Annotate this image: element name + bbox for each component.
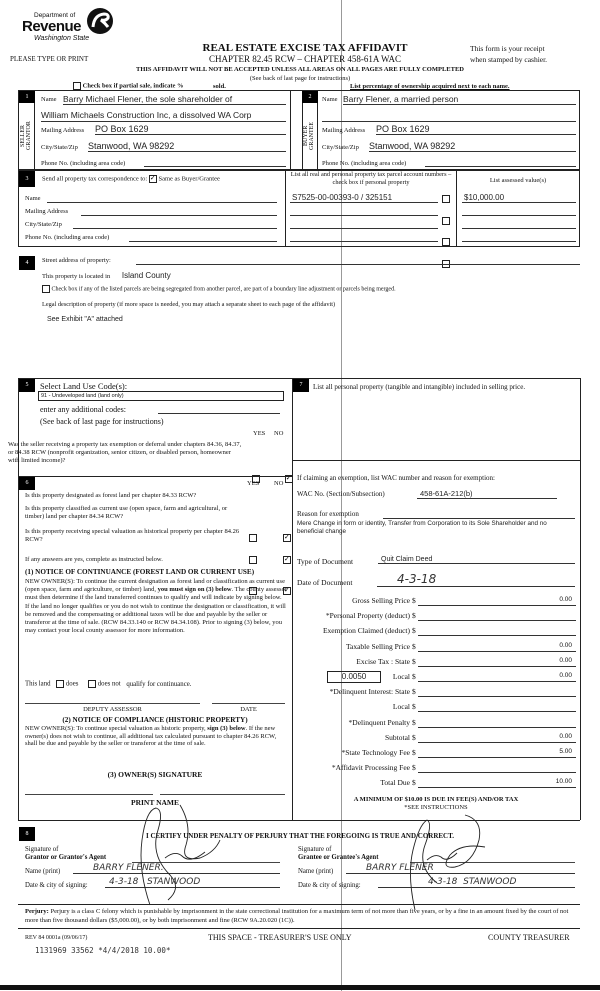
see-instructions: *SEE INSTRUCTIONS [404,804,468,811]
fee-value[interactable] [418,702,576,712]
type-or-print-label: PLEASE TYPE OR PRINT [10,55,89,63]
fee-label: Local [392,702,410,711]
legal-description-value[interactable]: See Exhibit "A" attached [47,316,123,323]
correspondence-label: Send all property tax correspondence to: ✓ Same as Buyer/Grantee [42,175,220,183]
fee-label: Taxable Selling Price [345,642,410,651]
grantee-name-field[interactable]: Name (print) BARRY FLENER [298,868,575,875]
designation-question: Is this property designated as forest land per chapter 84.33 RCW? [25,492,197,499]
parcel-header: List all real and personal property tax parcel account numbers – check box if personal property [290,171,452,186]
corr-address-field[interactable]: Mailing Address [25,208,277,217]
parcel-number[interactable] [290,219,438,229]
notice-compliance-text: NEW OWNER(S): To continue special valuation as historic property, sign (3) below. If the new owner(s) does not wish to continue, all additional tax calculated pursuant to chapter 84.26 RCW, shall be due and payable by the seller or transferor at the time of sale. [25,725,277,748]
grantee-signature [395,805,505,915]
currency-symbol: $ [412,626,416,635]
currency-symbol: $ [412,718,416,727]
buyer-name-field[interactable]: Name Barry Flener, a married person [322,95,576,106]
section-5-number: 5 [19,379,35,392]
currency-symbol: $ [412,702,416,711]
corr-city-field[interactable]: City/State/Zip [25,221,277,230]
reason-value[interactable]: Mere Change in form or identity, Transfer from Corporation to its Sole Shareholder and no beneficial change [297,520,547,535]
segregate-checkbox[interactable] [42,285,50,293]
land-use-instructions: (See back of last page for instructions) [40,417,164,426]
buyer-city-field[interactable]: City/State/Zip Stanwood, WA 98292 [322,143,576,155]
fee-label: Exemption Claimed (deduct) [322,626,410,635]
designation-question: Is this property classified as current use (open space, farm and agricultural, or timber) land per chapter 84.34 RCW? [25,505,228,520]
buyer-side-label: BUYER GRANTEE [303,122,315,150]
section-2-number: 2 [302,91,318,103]
partial-sale: Check box if partial sale, indicate % [73,82,184,90]
fee-row [300,702,578,713]
currency-symbol: $ [412,596,416,605]
fee-row [300,778,578,789]
county-treasurer-label: COUNTY TREASURER [488,933,570,942]
grantor-name-field[interactable]: Name (print) BARRY FLENER. [25,868,280,875]
designation-yes-checkbox[interactable] [249,556,257,564]
print-name-label: PRINT NAME [131,798,179,807]
section-6-number: 6 [19,477,35,490]
fee-value[interactable]: 0.00 [418,596,576,606]
fee-value[interactable]: 0.00 [418,733,576,743]
seller-city-field[interactable]: City/State/Zip Stanwood, WA 98292 [41,143,286,155]
assessed-value[interactable] [462,206,576,216]
currency-symbol: $ [412,611,416,620]
currency-symbol: $ [412,642,416,651]
fee-value[interactable]: 10.00 [418,778,576,788]
parcel-number[interactable] [290,232,438,242]
notice-continuance-title: (1) NOTICE OF CONTINUANCE (FOREST LAND OR CURRENT USE) [25,568,255,576]
minimum-note: A MINIMUM OF $10.00 IS DUE IN FEE(S) AND/OR TAX [353,796,519,803]
personal-property-checkbox[interactable] [442,195,450,203]
fee-label: Total Due [380,778,410,787]
fee-label: *Delinquent Interest: State [329,687,410,696]
treasurer-stamp: 1131969 33562 *4/4/2018 10.00* [35,946,171,955]
does-not-qualify-checkbox[interactable] [88,680,96,688]
personal-property-checkbox[interactable] [442,217,450,225]
grantee-date-field[interactable]: Date & city of signing: 4-3-18 STANWOOD [298,882,575,889]
receipt-note-2: when stamped by cashier. [470,55,548,64]
fee-row [300,642,578,653]
parcel-number[interactable]: S7525-00-00393-0 / 325151 [290,193,438,203]
section-3-number: 3 [19,171,35,187]
fee-value[interactable] [418,718,576,728]
document-type-field[interactable]: Type of Document Quit Claim Deed [297,557,575,566]
designation-yes-checkbox[interactable] [249,534,257,542]
exemption-question: Was the seller receiving a property tax exemption or deferral under chapters 84.36, 84.37, or 84.38 RCW (nonprofit organization, senior citizen, or disabled person, homeowner with limited income)? [8,441,242,464]
section-8-number: 8 [19,827,35,841]
assessed-header: List assessed value(s) [489,177,547,184]
fee-label: Excise Tax : State [356,657,410,666]
currency-symbol: $ [412,672,416,681]
currency-symbol: $ [412,748,416,757]
no-header-6: NO [274,480,284,487]
date-label: DATE [240,706,257,713]
grantor-signature [120,800,240,910]
fee-label: *Personal Property (deduct) [325,611,410,620]
fee-row [300,657,578,668]
fee-value[interactable] [418,763,576,773]
fee-value[interactable] [418,626,576,636]
currency-symbol: $ [412,657,416,666]
form-revision: REV 84 0001a (09/06/17) [25,935,88,941]
form-title: REAL ESTATE EXCISE TAX AFFIDAVIT [202,42,408,54]
assessed-value[interactable] [462,219,576,229]
section-1-number: 1 [19,91,35,103]
designation-no-checkbox[interactable] [283,556,291,564]
buyer-name-line2[interactable] [322,110,576,122]
reason-field: Reason for exemption [297,510,575,518]
yes-header: YES [253,430,266,437]
dor-logo: Department of Revenue Washington State [22,6,122,46]
if-yes-note: If any answers are yes, complete as instructed below. [25,556,163,563]
yes-header-6: YES [247,480,260,487]
seller-phone-field[interactable]: Phone No. (including area code) [41,159,286,169]
fee-label: *Delinquent Penalty [348,718,410,727]
fee-value[interactable]: 5.00 [418,748,576,758]
fee-value[interactable] [418,611,576,621]
county-value: Island County [121,271,171,280]
treasurer-use-label: THIS SPACE - TREASURER'S USE ONLY [208,933,352,942]
fee-row [300,748,578,759]
currency-symbol: $ [412,778,416,787]
seller-name-line2[interactable]: William Michaels Construction Inc, a dissolved WA Corp [41,110,286,122]
grantor-date-field[interactable]: Date & city of signing: 4-3-18 STANWOOD [25,882,280,889]
local-rate-box[interactable]: 0.0050 [327,671,381,683]
seller-name-field[interactable]: Name Barry Michael Flener, the sole shareholder of [41,95,286,106]
section-7-number: 7 [293,379,309,392]
certification-statement: I CERTIFY UNDER PENALTY OF PERJURY THAT THE FOREGOING IS TRUE AND CORRECT. [145,832,454,840]
fee-row [300,611,578,622]
notice-compliance-title: (2) NOTICE OF COMPLIANCE (HISTORIC PROPERTY) [62,716,248,724]
currency-symbol: $ [412,733,416,742]
fee-row [300,763,578,774]
notice-continuance-text: NEW OWNER(S): To continue the current designation as forest land or classification as current use (open space, farm and agriculture, or timber) land, you must sign on (3) below. The county assessor must then determine if the land transferred continues to qualify and will indicate by signing below. If the land no longer qualifies or you do not wish to continue the designation or classification, it will be removed and the compensating or additional taxes will be due and payable by the seller or transferor at the time of sale. (RCW 84.33.140 or RCW 84.34.108). Prior to signing (3) below, you may contact your local county assessor for more information. [25,578,287,635]
fee-label: Gross Selling Price [352,596,410,605]
revenue-swoosh-icon [86,7,114,35]
document-date-field[interactable]: Date of Document 4-3-18 [297,578,575,587]
partial-sale-checkbox[interactable] [73,82,81,90]
completion-warning: THIS AFFIDAVIT WILL NOT BE ACCEPTED UNLESS ALL AREAS ON ALL PAGES ARE FULLY COMPLETED [136,66,464,73]
fee-label: *State Technology Fee [341,748,410,757]
fee-value[interactable]: 0.00 [418,642,576,652]
corr-phone-field[interactable]: Phone No. (including area code) [25,234,277,243]
fee-value[interactable]: 0.00 [418,657,576,667]
designation-no-checkbox[interactable] [283,534,291,542]
receipt-note-1: This form is your receipt [470,44,545,53]
land-use-select[interactable]: 91 - Undeveloped land (land only) [38,391,284,401]
fee-label: *Affidavit Processing Fee [331,763,410,772]
fee-row [300,733,578,744]
grantor-signature-label: Signature of Grantor or Grantor's Agent [25,846,107,861]
fee-row [300,687,578,698]
assessed-value[interactable]: $10,000.00 [462,193,576,203]
section-4-number: 4 [19,256,35,270]
exemption-instructions: If claiming an exemption, list WAC number and reason for exemption: [297,474,495,482]
owner-signature-title: (3) OWNER(S) SIGNATURE [107,770,203,779]
currency-symbol: $ [412,687,416,696]
perjury-notice: Perjury: Perjury is a class C felony which is punishable by imprisonment in the state correctional institution for a maximum term of not more than five years, or by a fine in an amount fixed by the court of not more than five thousand dollars ($5,000.00), or by both imprisonment and fine (RCW 9A.20.020 (1C)). [25,908,569,924]
grantee-signature-label: Signature of Grantee or Grantee's Agent [298,846,379,861]
partial-sale-sold: sold. [213,83,226,90]
fee-label: Subtotal [384,733,410,742]
seller-side-label: SELLER GRANTOR [20,121,32,151]
does-qualify-checkbox[interactable] [56,680,64,688]
county-row: This property is located in Island County [42,271,171,280]
seller-name-value: Barry Michael Flener, the sole shareholder of [63,94,286,105]
segregate-row: Check box if any of the listed parcels are being segregated from another parcel, are part of a boundary line adjustment or parcels being merged. [42,285,396,293]
personal-property-label: List all personal property (tangible and intangible) included in selling price. [313,383,526,391]
buyer-address-field[interactable]: Mailing Address PO Box 1629 [322,126,576,138]
same-as-buyer-checkbox[interactable] [149,175,157,183]
additional-codes-field[interactable]: enter any additional codes: [40,405,280,414]
wac-field[interactable]: WAC No. (Section/Subsection) 458-61A-212(b) [297,490,575,498]
form-subtitle: CHAPTER 82.45 RCW – CHAPTER 458-61A WAC [209,54,401,64]
personal-property-checkbox[interactable] [442,238,450,246]
fee-value[interactable]: 0.00 [418,672,576,682]
street-address-field[interactable]: Street address of property: [42,257,580,267]
deputy-assessor-label: DEPUTY ASSESSOR [83,706,142,713]
fee-value[interactable] [418,687,576,697]
fee-row [300,626,578,637]
parcel-number[interactable] [290,206,438,216]
instructions-note: (See back of last page for instructions) [249,75,351,82]
page-bottom-edge [0,985,600,990]
corr-name-field[interactable]: Name [25,195,277,204]
fee-row [300,718,578,729]
ownership-note: List percentage of ownership acquired next to each name. [350,83,510,90]
assessed-value[interactable] [462,232,576,242]
fee-label: Local [392,672,410,681]
no-header: NO [274,430,284,437]
seller-address-field[interactable]: Mailing Address PO Box 1629 [41,126,286,138]
currency-symbol: $ [412,763,416,772]
land-use-label: Select Land Use Code(s): [40,381,128,391]
legal-description-label: Legal description of property (if more space is needed, you may attach a separate sheet to each page of the affidavit) [42,301,336,308]
fee-row [300,596,578,607]
designation-question: Is this property receiving special valuation as historical property per chapter 84.26 RCW? [25,528,240,543]
continuance-row: This land does does not qualify for continuance. [25,680,192,688]
buyer-phone-field[interactable]: Phone No. (including area code) [322,159,576,169]
